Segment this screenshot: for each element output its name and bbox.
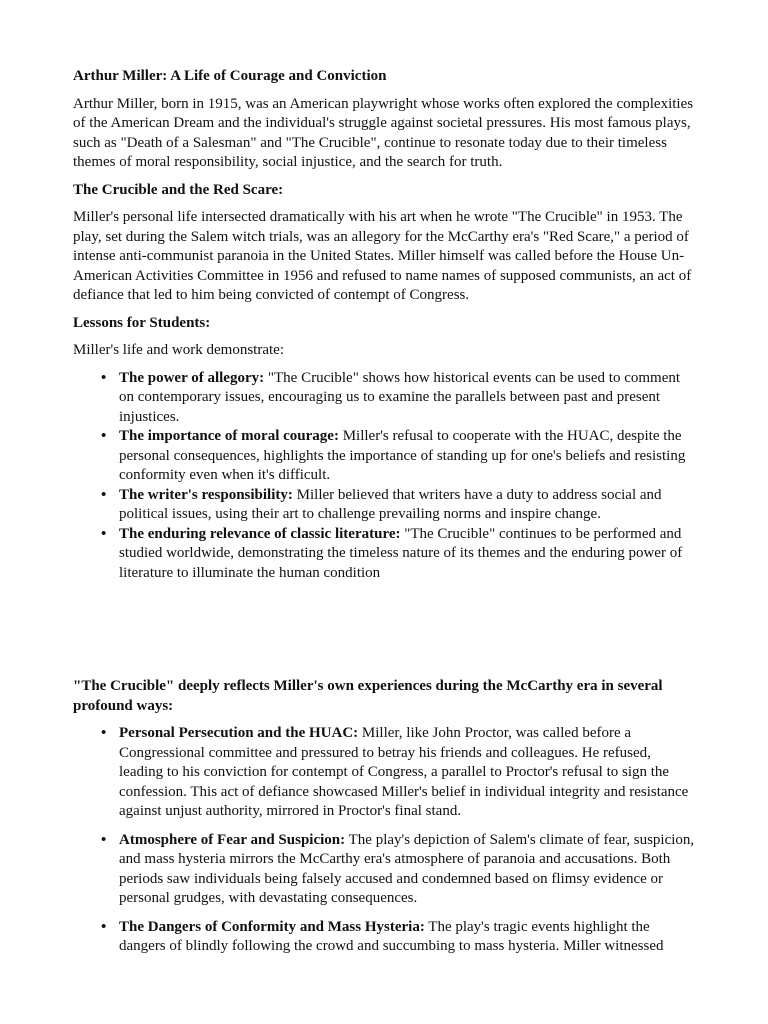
spacer bbox=[73, 583, 698, 677]
list-item bbox=[73, 724, 698, 822]
section-heading-reflection: "The Crucible" deeply reflects Miller's own experiences during the McCarthy era in several profound ways: bbox=[73, 678, 663, 714]
section-heading-lessons: Lessons for Students: bbox=[73, 314, 211, 331]
list-item-text: "The Crucible" shows how historical events can be used to comment on contemporary issues, encouraging us to examine the parallels between past and present injustices. bbox=[119, 369, 681, 425]
list-item-term: The power of allegory: bbox=[119, 369, 265, 386]
list-item-text: Miller, like John Proctor, was called before a Congressional committee and pressured to betray his friends and colleagues. He refused, leading to his conviction for contempt of Congress, a parallel to Proctor's refusal to sign the confession. This act of defiance showcased Miller's belief in individual integrity and resistance against unjust authority, mirrored in Proctor's final stand. bbox=[119, 725, 689, 819]
lessons-list bbox=[73, 369, 698, 584]
list-item-term: The enduring relevance of classic literature: bbox=[119, 525, 401, 542]
document-content bbox=[73, 67, 698, 966]
list-item-text: The play's tragic events highlight the dangers of blindly following the crowd and succumbing to mass hysteria. Miller witnessed bbox=[119, 918, 664, 954]
list-item-term: Atmosphere of Fear and Suspicion: bbox=[119, 831, 346, 848]
lessons-lead: Miller's life and work demonstrate: bbox=[73, 342, 284, 358]
list-item bbox=[73, 525, 698, 584]
list-item-term: The importance of moral courage: bbox=[119, 428, 339, 444]
list-item-text: The play's depiction of Salem's climate of fear, suspicion, and mass hysteria mirrors the McCarthy era's atmosphere of paranoia and accusations. Both periods saw individuals being falsely accused and condemned based on flimsy evidence or personal grudges, with devastating consequences. bbox=[119, 831, 695, 906]
list-item bbox=[73, 831, 698, 909]
reflections-list bbox=[73, 724, 698, 957]
intro-paragraph: Arthur Miller, born in 1915, was an American playwright whose works often explored the complexities of the American Dream and the individual's struggle against societal pressures. His most famous plays, such as "Death of a Salesman" and "The Crucible", continue to resonate today due to their timeless themes of moral responsibility, social injustice, and the search for truth. bbox=[73, 95, 694, 170]
list-item-text: Miller believed that writers have a duty to address social and political issues, using their art to challenge prevailing norms and inspire change. bbox=[119, 486, 662, 522]
list-item-term: Personal Persecution and the HUAC: bbox=[119, 725, 359, 741]
list-item bbox=[73, 486, 698, 525]
section-heading-crucible-red-scare: The Crucible and the Red Scare: bbox=[73, 181, 284, 198]
list-item-text: "The Crucible" continues to be performed and studied worldwide, demonstrating the timeless nature of its themes and the enduring power of literature to illuminate the human condition bbox=[119, 525, 683, 581]
list-item bbox=[73, 918, 698, 957]
list-item-term: The Dangers of Conformity and Mass Hysteria: bbox=[119, 918, 425, 935]
list-item bbox=[73, 369, 698, 428]
crucible-red-scare-paragraph: Miller's personal life intersected dramatically with his art when he wrote "The Crucible" in 1953. The play, set during the Salem witch trials, was an allegory for the McCarthy era's "Red Scare," a period of intense anti-communist paranoia in the United States. Miller himself was called before the House Un-American Activities Committee in 1956 and refused to name names of supposed communists, an act of defiance that led to him being convicted of contempt of Congress. bbox=[73, 209, 692, 303]
list-item-term: The writer's responsibility: bbox=[119, 486, 293, 503]
list-item-text: Miller's refusal to cooperate with the HUAC, despite the personal consequences, highlights the importance of standing up for one's beliefs and resisting conformity even when it's difficult. bbox=[119, 428, 686, 483]
list-item bbox=[73, 427, 698, 486]
document-title: Arthur Miller: A Life of Courage and Conviction bbox=[73, 68, 387, 84]
